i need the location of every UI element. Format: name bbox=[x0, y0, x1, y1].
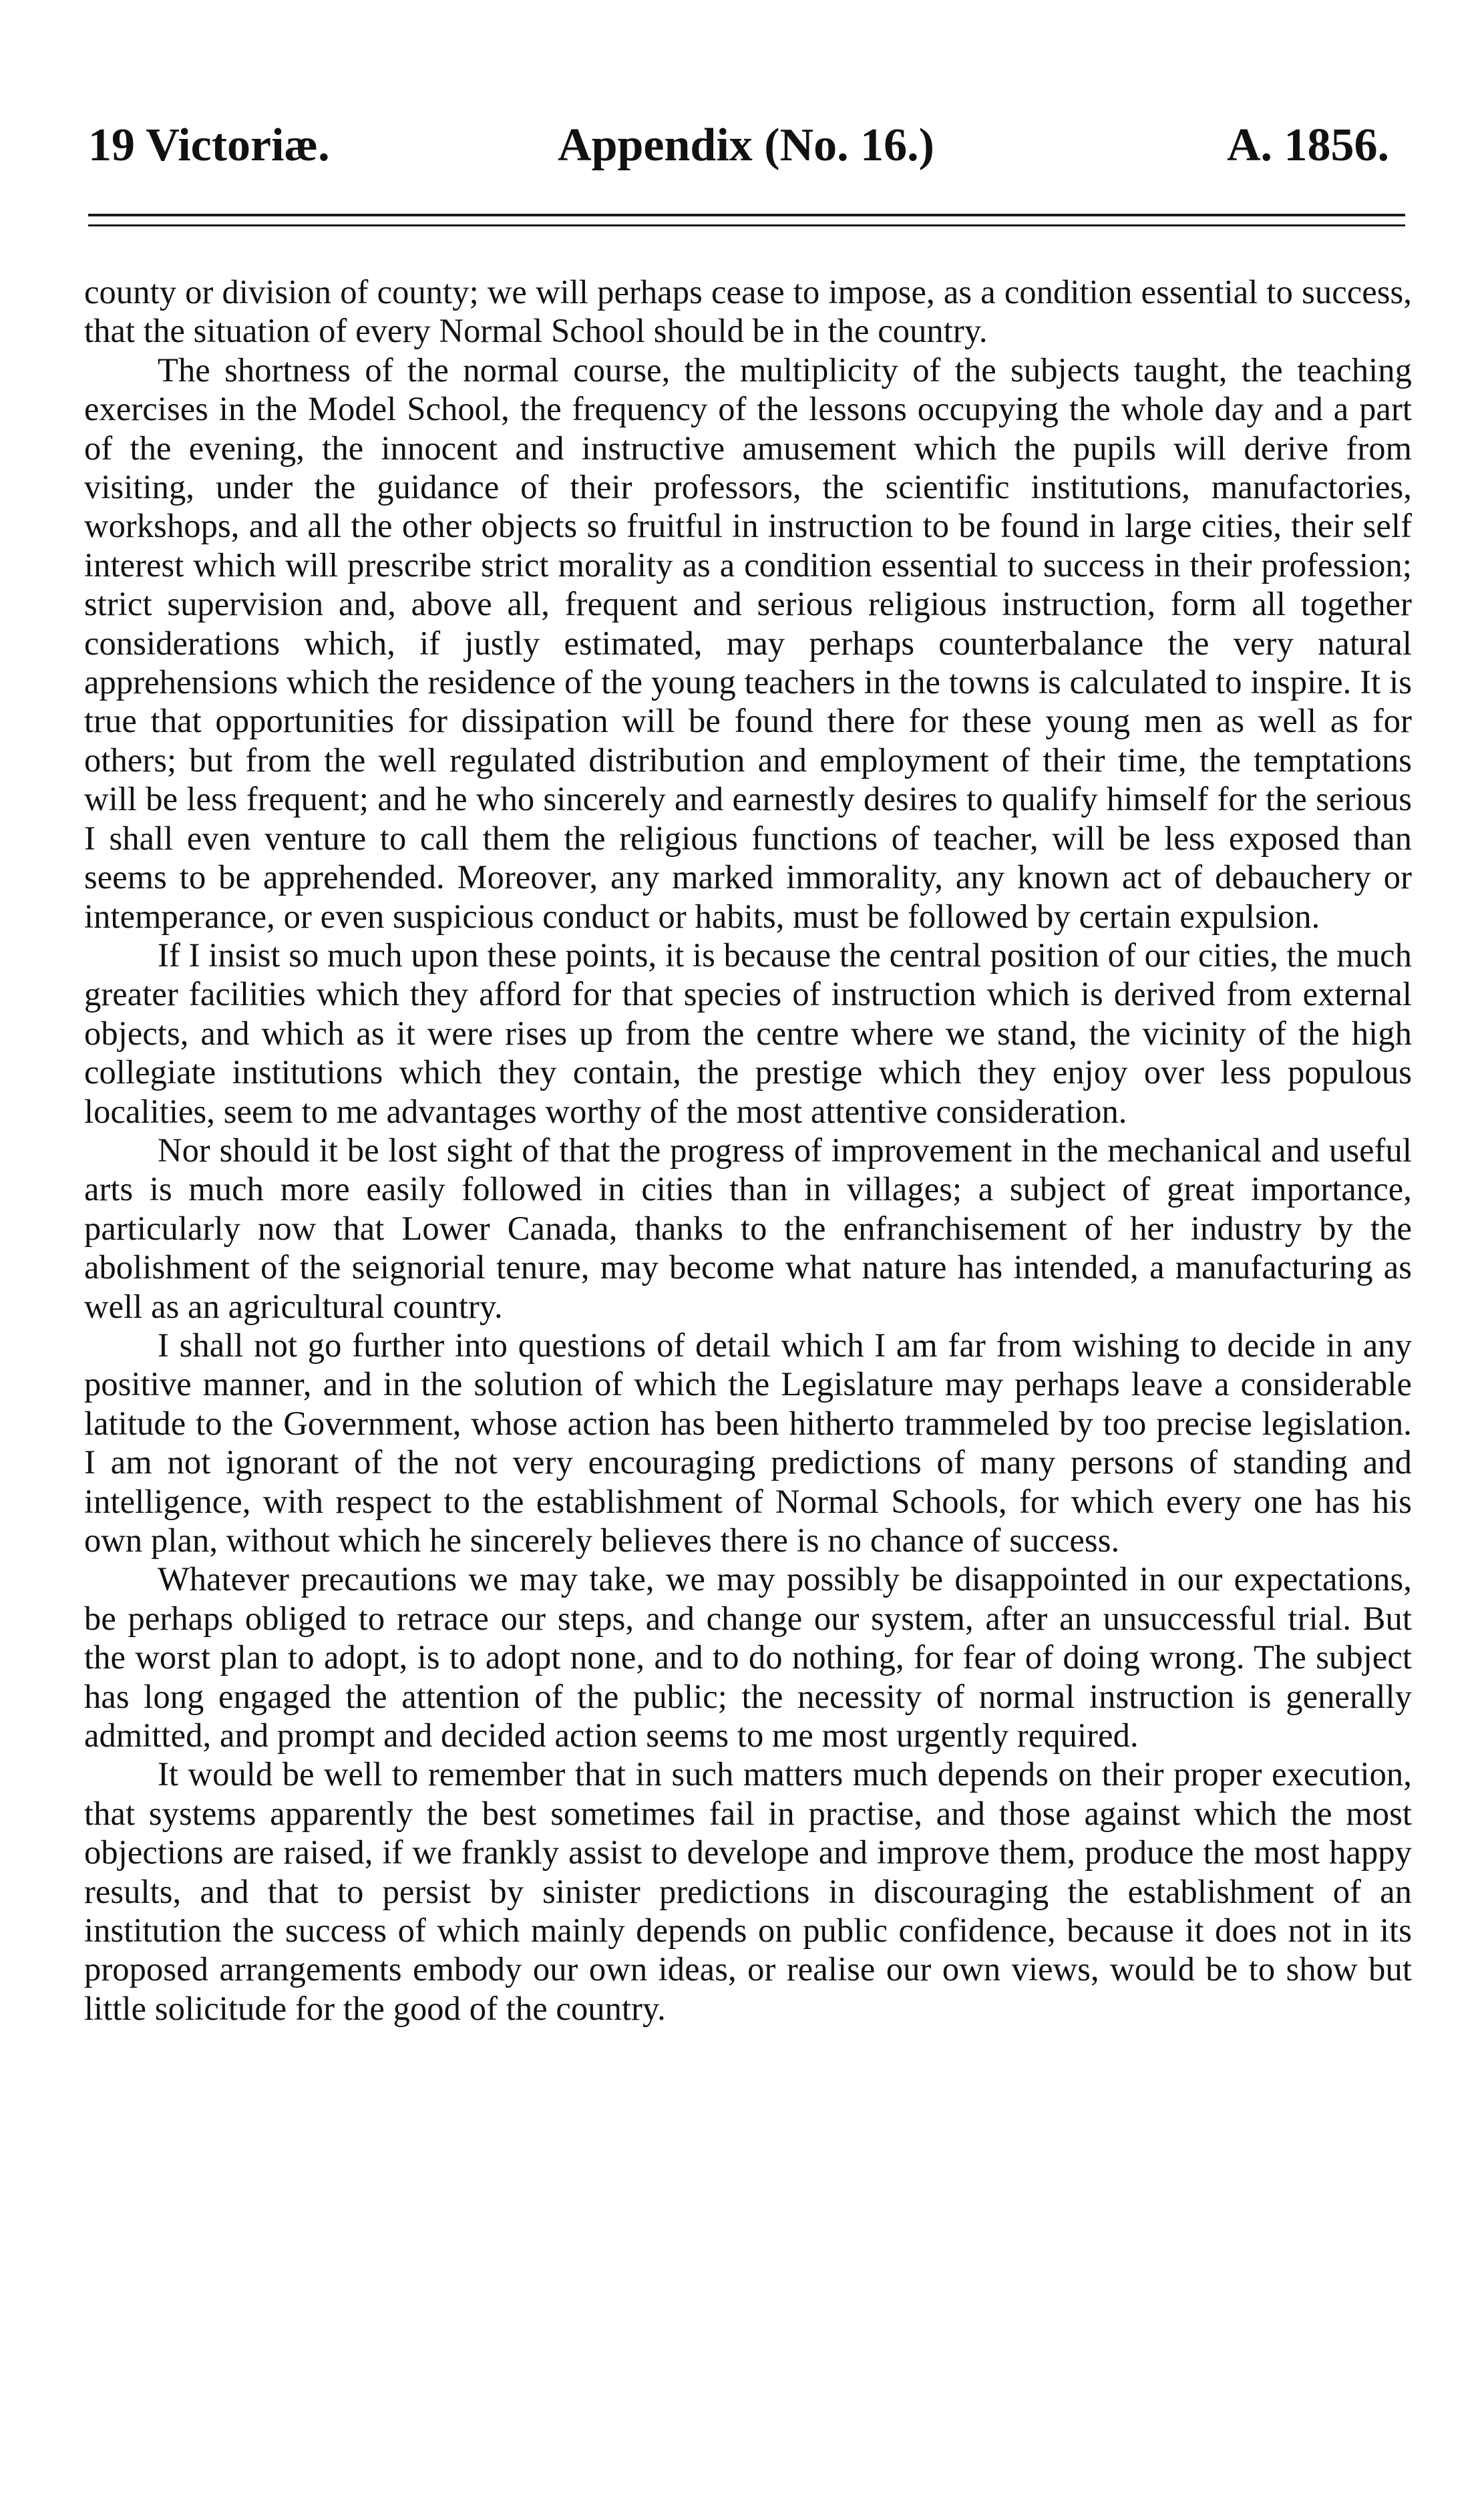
page-header bbox=[88, 100, 1404, 180]
paragraph-questions-of-detail: I shall not go further into questions of detail which I am far from wishing to decide in any positive manner, and in the solution of which the Legislature may perhaps leave a considerable latitude to the Government, whose action has been hitherto trammeled by too precise legislation. I am not ignorant of the not very encouraging predictions of many persons of standing and intelligence, with respect to the establishment of Normal Schools, for which every one has his own plan, without which he sincerely believes there is no chance of success. bbox=[84, 1326, 1412, 1559]
body-text bbox=[84, 273, 1412, 2028]
paragraph-execution: It would be well to remember that in such matters much depends on their proper execution, that systems apparently the best sometimes fail in practise, and those against which the most objections are raised, if we frankly assist to develope and improve them, produce the most happy results, and that to persist by sinister predictions in discouraging the establishment of an institution the success of which mainly depends on public confidence, because it does not in its proposed arrangements embody our own ideas, or realise our own views, would be to show but little solicitude for the good of the country. bbox=[84, 1755, 1412, 2027]
header-session: 19 Victoriæ. bbox=[88, 120, 330, 171]
header-year: A. 1856. bbox=[1226, 120, 1389, 171]
header-rule-thin bbox=[88, 224, 1405, 226]
header-rule-thick bbox=[88, 214, 1405, 216]
paragraph-mechanical-arts: Nor should it be lost sight of that the progress of improvement in the mechanical and useful arts is much more easily followed in cities than in villages; a subject of great importance, particularly now that Lower Canada, thanks to the enfranchisement of her industry by the abolishment of the seignorial tenure, may become what nature has intended, a manufacturing as well as an agricultural country. bbox=[84, 1131, 1412, 1325]
paragraph-central-position: If I insist so much upon these points, it is because the central position of our cities, the much greater facilities which they afford for that species of instruction which is derived from external objects, and which as it were rises up from the centre where we stand, the vicinity of the high collegiate institutions which they contain, the prestige which they enjoy over less populous localities, seem to me advantages worthy of the most attentive consideration. bbox=[84, 936, 1412, 1130]
paragraph-continuation: county or division of county; we will perhaps cease to impose, as a condition essential to success, that the situation of every Normal School should be in the country. bbox=[84, 273, 1412, 350]
paragraph-normal-course: The shortness of the normal course, the multiplicity of the subjects taught, the teaching exercises in the Model School, the frequency of the lessons occupying the whole day and a part of the evening, the innocent and instructive amusement which the pupils will derive from visiting, under the guidance of their professors, the scientific institutions, manufactories, workshops, and all the other objects so fruitful in instruction to be found in large cities, their self interest which will prescribe strict morality as a condition essential to success in their profession; strict supervision and, above all, frequent and serious religious instruction, form all together considerations which, if justly estimated, may perhaps counterbalance the very natural apprehensions which the residence of the young teachers in the towns is calculated to inspire. It is true that opportunities for dissipation will be found there for these young men as well as for others; but from the well regulated distribution and employment of their time, the temptations will be less frequent; and he who sincerely and earnestly desires to qualify himself for the serious I shall even venture to call them the religious functions of teacher, will be less exposed than seems to be apprehended. Moreover, any marked immorality, any known act of debauchery or intemperance, or even suspicious conduct or habits, must be followed by certain expulsion. bbox=[84, 351, 1412, 935]
header-appendix-title: Appendix (No. 16.) bbox=[558, 120, 934, 171]
paragraph-precautions: Whatever precautions we may take, we may possibly be disappointed in our expectations, be perhaps obliged to retrace our steps, and change our system, after an unsuccessful trial. But the worst plan to adopt, is to adopt none, and to do nothing, for fear of doing wrong. The subject has long engaged the attention of the public; the necessity of normal instruction is generally admitted, and prompt and decided action seems to me most urgently required. bbox=[84, 1560, 1412, 1755]
